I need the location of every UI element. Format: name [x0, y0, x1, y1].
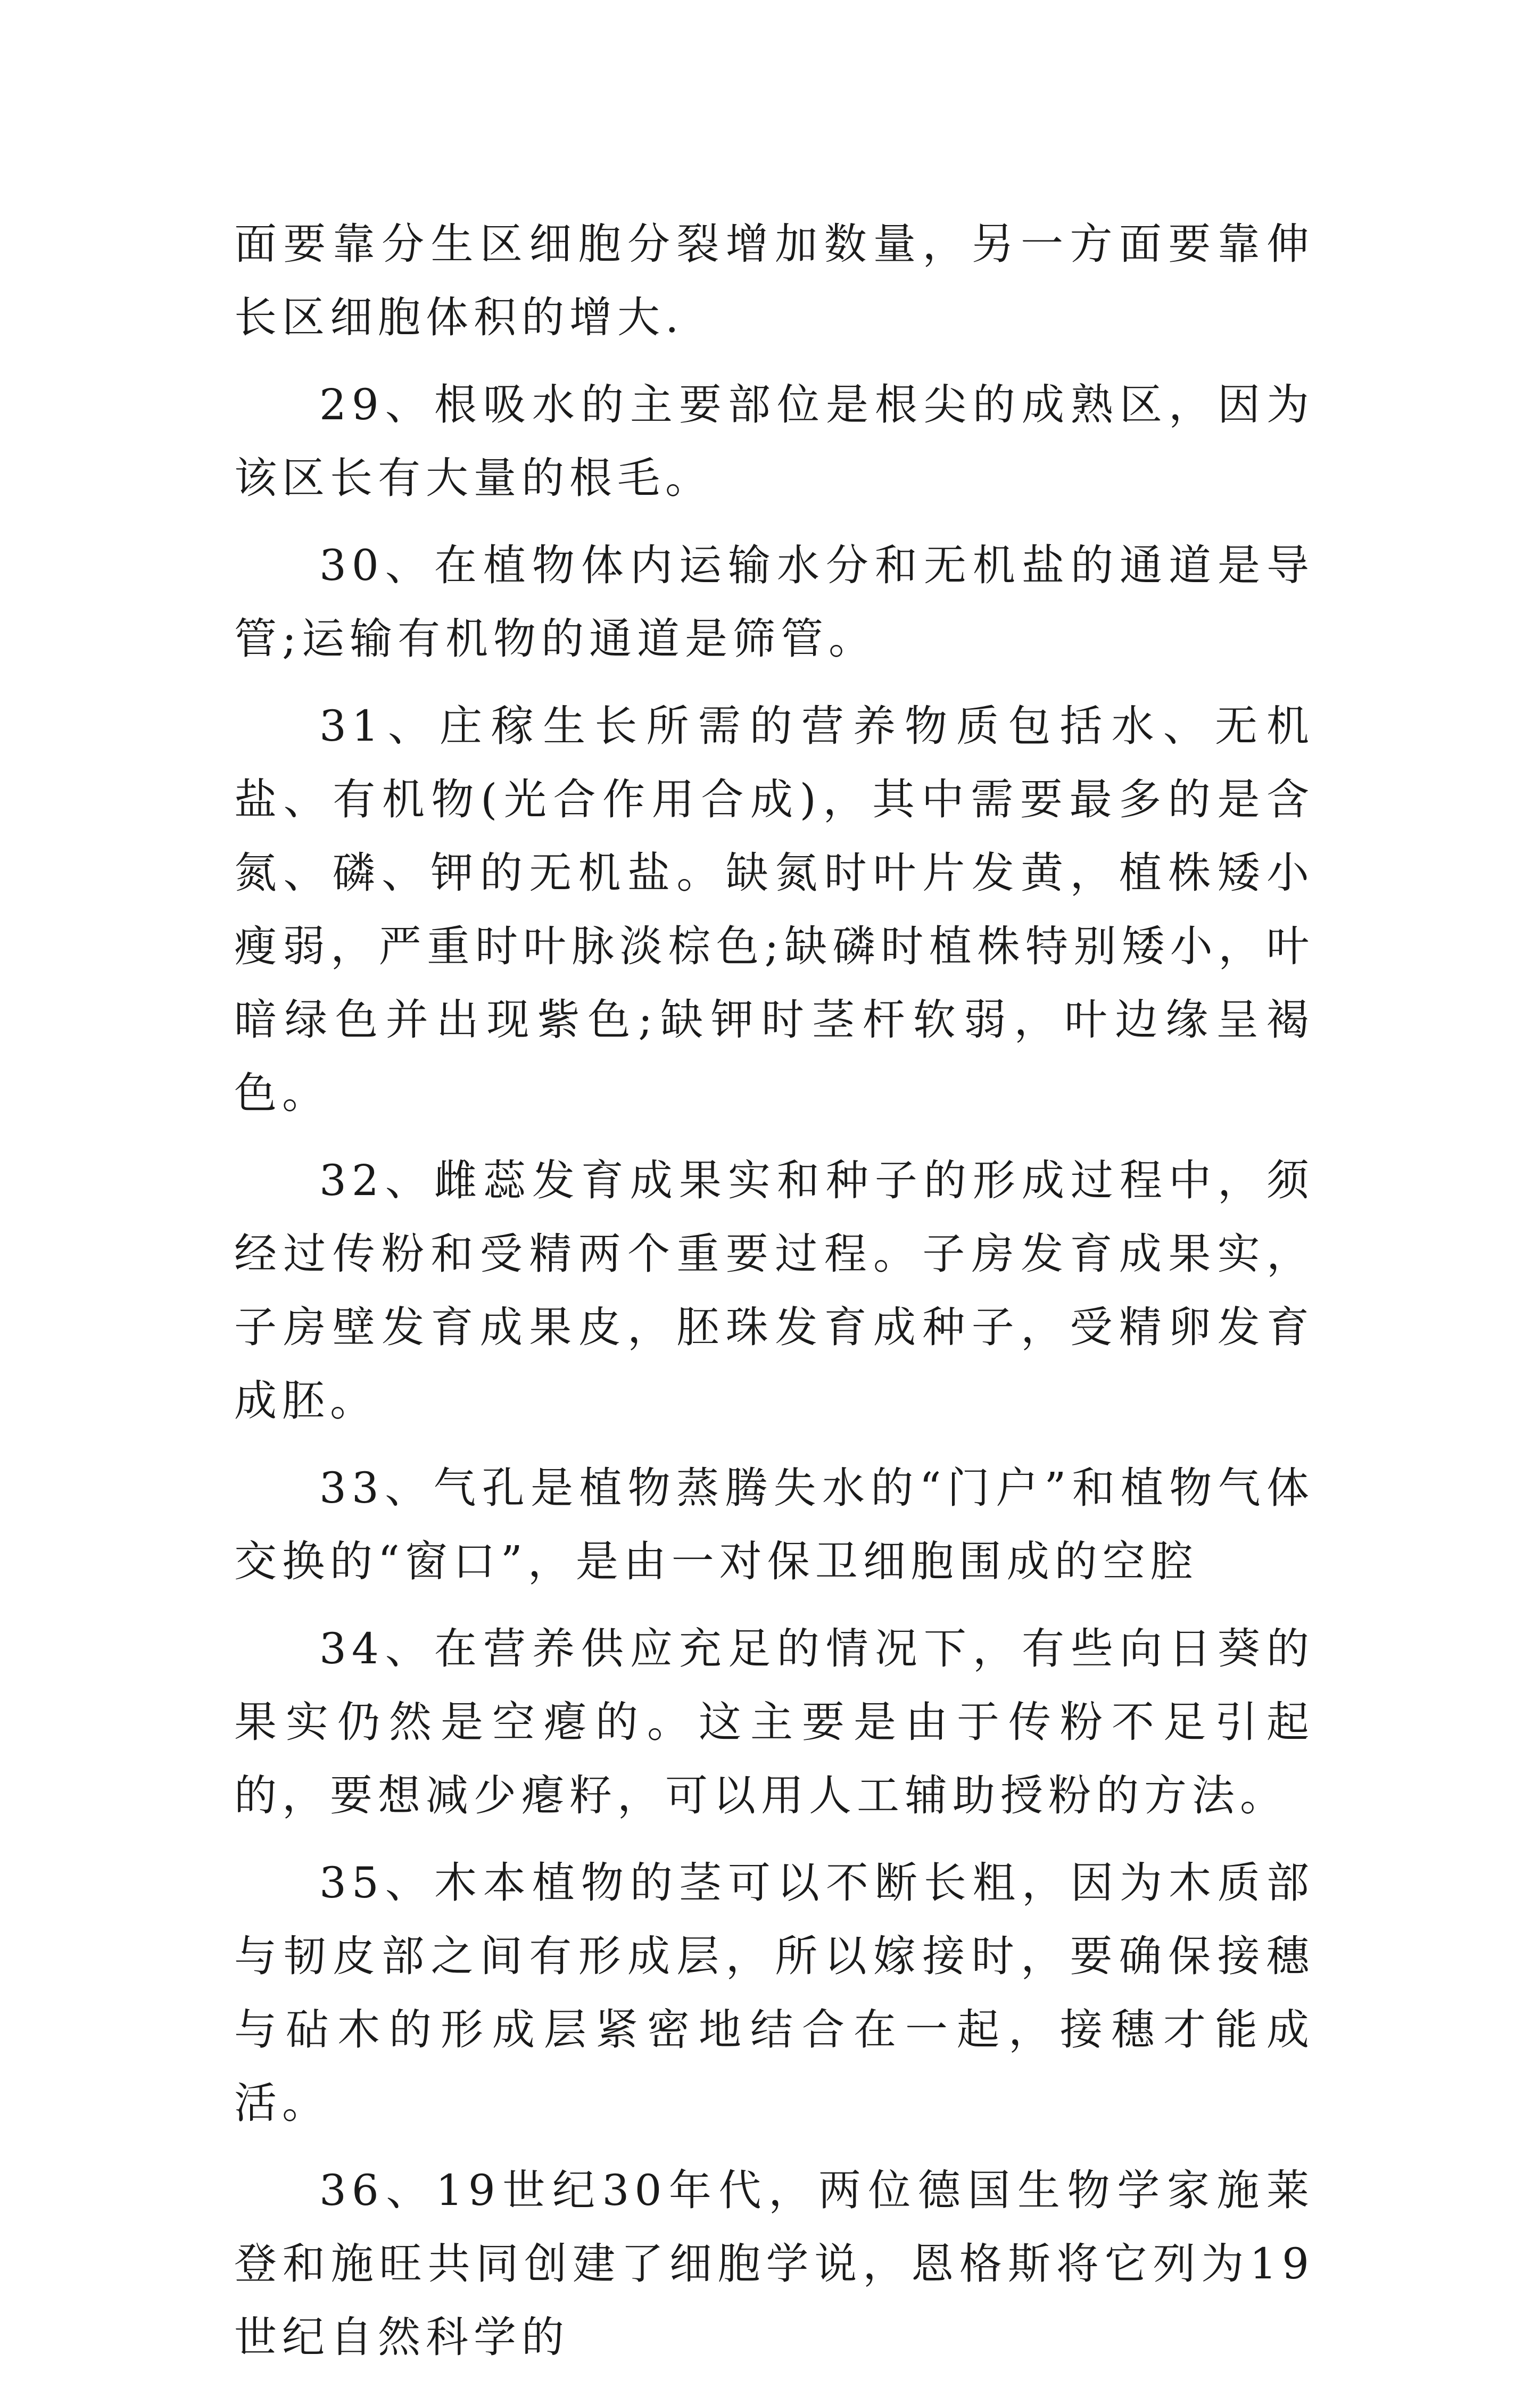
document-body — [234, 208, 1314, 2388]
paragraph-29: 29、根吸水的主要部位是根尖的成熟区，因为该区长有大量的根毛。 — [234, 380, 1314, 503]
paragraph-36: 36、19世纪30年代，两位德国生物学家施莱登和施旺共同创建了细胞学说，恩格斯将它列为19世纪自然科学的 — [234, 2166, 1314, 2362]
paragraph-34: 34、在营养供应充足的情况下，有些向日葵的果实仍然是空瘪的。这主要是由于传粉不足引起的，要想减少瘪籽，可以用人工辅助授粉的方法。 — [234, 1624, 1314, 1820]
paragraph-32: 32、雌蕊发育成果实和种子的形成过程中，须经过传粉和受精两个重要过程。子房发育成果实，子房壁发育成果皮，胚珠发育成种子，受精卵发育成胚。 — [234, 1156, 1314, 1425]
paragraph-30: 30、在植物体内运输水分和无机盐的通道是导管;运输有机物的通道是筛管。 — [234, 541, 1314, 664]
paragraph-33: 33、气孔是植物蒸腾失水的“门户”和植物气体交换的“窗口”，是由一对保卫细胞围成的空腔 — [234, 1463, 1314, 1586]
paragraph-continuation: 面要靠分生区细胞分裂增加数量，另一方面要靠伸长区细胞体积的增大. — [234, 219, 1314, 342]
paragraph-31: 31、庄稼生长所需的营养物质包括水、无机盐、有机物(光合作用合成)，其中需要最多的是含氮、磷、钾的无机盐。缺氮时叶片发黄，植株矮小瘦弱，严重时叶脉淡棕色;缺磷时植株特别矮小，叶暗绿色并出现紫色;缺钾时茎杆软弱，叶边缘呈褐色。 — [234, 701, 1314, 1118]
paragraph-35: 35、木本植物的茎可以不断长粗，因为木质部与韧皮部之间有形成层，所以嫁接时，要确保接穗与砧木的形成层紧密地结合在一起，接穗才能成活。 — [234, 1858, 1314, 2128]
